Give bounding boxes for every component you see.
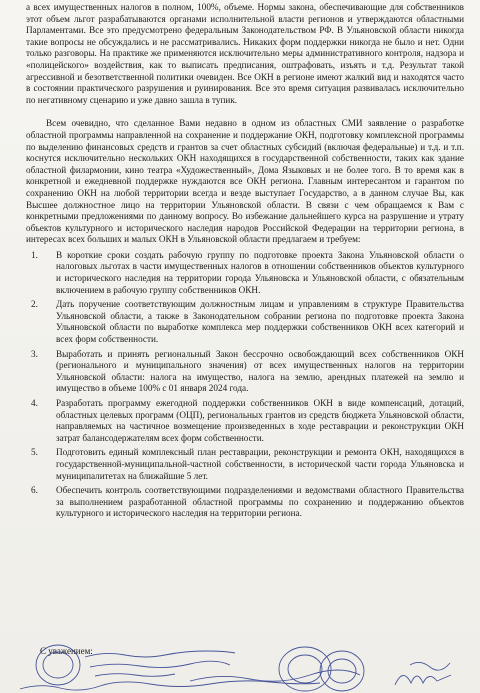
item-number: 6. xyxy=(31,485,38,496)
list-item xyxy=(26,250,464,296)
item-number: 5. xyxy=(31,447,38,458)
company-stamp-center xyxy=(279,647,331,691)
list-item xyxy=(26,398,464,444)
item-number: 1. xyxy=(31,249,38,260)
item-text: Выработать и принять региональный Закон бессрочно освобождающий всех собственников ОКН (регионального и муниципального значения) от всех имущественных налогов на территории Ульяновской области: налога на имущество, налога на землю, арендных платежей на землю и имущество в объеме 100% с 01 января 2024 года. xyxy=(56,348,464,394)
item-number: 4. xyxy=(31,398,38,408)
item-text: Дать поручение соответствующим должностным лицам и управлениям в структуре Правительства Ульяновской области, а также в Законодательном собрании региона по подготовке проекта Закона Ульяновской области по выработке комплекса мер поддержки собственников ОКН всех категорий и всех форм собственности. xyxy=(56,299,464,345)
list-item xyxy=(26,485,464,520)
closing-salutation: С уважением: xyxy=(40,646,93,656)
item-text: В короткие сроки создать рабочую группу по подготовке проекта Закона Ульяновской области о налоговых льготах в части имущественных налогов в отношении собственников объектов культурного и исторического наследия на территории города Ульяновска и Ульяновской области, с обязательным включением в рабочую группу собственников ОКН. xyxy=(56,249,464,295)
signatures-image xyxy=(0,643,480,693)
item-text: Обеспечить контроль соответствующими подразделениями и ведомствами областного Правительства за выполнением разработанной областной программы по сохранению и поддержанию объектов культурного и исторического наследия на территории региона. xyxy=(56,485,464,519)
item-text: Подготовить единый комплексный план реставрации, реконструкции и ремонта ОКН, находящихся в государственной-муниципальной-частной собственности, в исторической части города Ульяновска и муниципалитетах на ближайшие 5 лет. xyxy=(56,447,464,481)
item-number: 3. xyxy=(31,348,38,359)
letter-body xyxy=(26,2,464,523)
intro-paragraph: а всех имущественных налогов в полном, 100%, объеме. Нормы закона, обеспечивающие для собственников этот объем льгот разрабатываются органами исполнительной власти регионов и утверждаются областными Парламентами. Все это предусмотрено федеральным Законодательством РФ. В Ульяновской области никогда такие вопросы не обсуждались и не рассматривались. Никаких форм поддержки никогда не было и нет. Одни только разговоры. На практике же применяются исключительно меры административного контроля, надзора и «полицейского» воздействия, как то выписать предписания, оштрафовать, изъять и т.д. Результат такой агрессивной и безответственной политики очевиден. Все ОКН в регионе имеют жалкий вид и находятся часто в состоянии практического разрушения и руинирования. Все это время ситуация развивалась исключительно по негативному сценарию и уже давно зашла в тупик. xyxy=(26,2,464,105)
item-text: Разработать программу ежегодной поддержки собственников ОКН в виде компенсаций, дотаций, областных целевых программ (ОЦП), региональных грантов из средств бюджета Ульяновской области, направляемых на частичное возмещение произведенных в ходе реставрации и реконструкции ОКН затрат балансодержателям всех форм собственности. xyxy=(56,398,464,443)
demands-list xyxy=(26,250,464,520)
list-item xyxy=(26,299,464,345)
list-item xyxy=(26,349,464,395)
main-paragraph: Всем очевидно, что сделанное Вами недавно в одном из областных СМИ заявление о разработке областной программы направленной на сохранение и поддержание ОКН, подготовку комплексной программы по выделению финансовых средств и грантов за счет областных субсидий (включая федеральные) и т.д. и т.п. коснутся исключительно нескольких ОКН находящихся в государственной собственности, таких как здание областной филармонии, кино театра «Художественный», Дома Языковых и не более того. В то время как в конкретной и ежедневной поддержке нуждаются все ОКН региона. Главным интересантом и гарантом по сохранению ОКН на любой территории всегда и везде выступает Государство, а в данном случае Вы, как Высшее должностное лицо на территории Ульяновской области. В связи с чем обращаемся к Вам с конкретными предложениями по данному вопросу. Во избежание дальнейшего курса на разрушение и утрату объектов культурного и исторического наследия народов Российской Федерации на территории региона, в интересах всех больших и малых ОКН в Ульяновской области предлагаем и требуем: xyxy=(26,118,464,245)
item-number: 2. xyxy=(31,299,38,310)
list-item xyxy=(26,447,464,482)
